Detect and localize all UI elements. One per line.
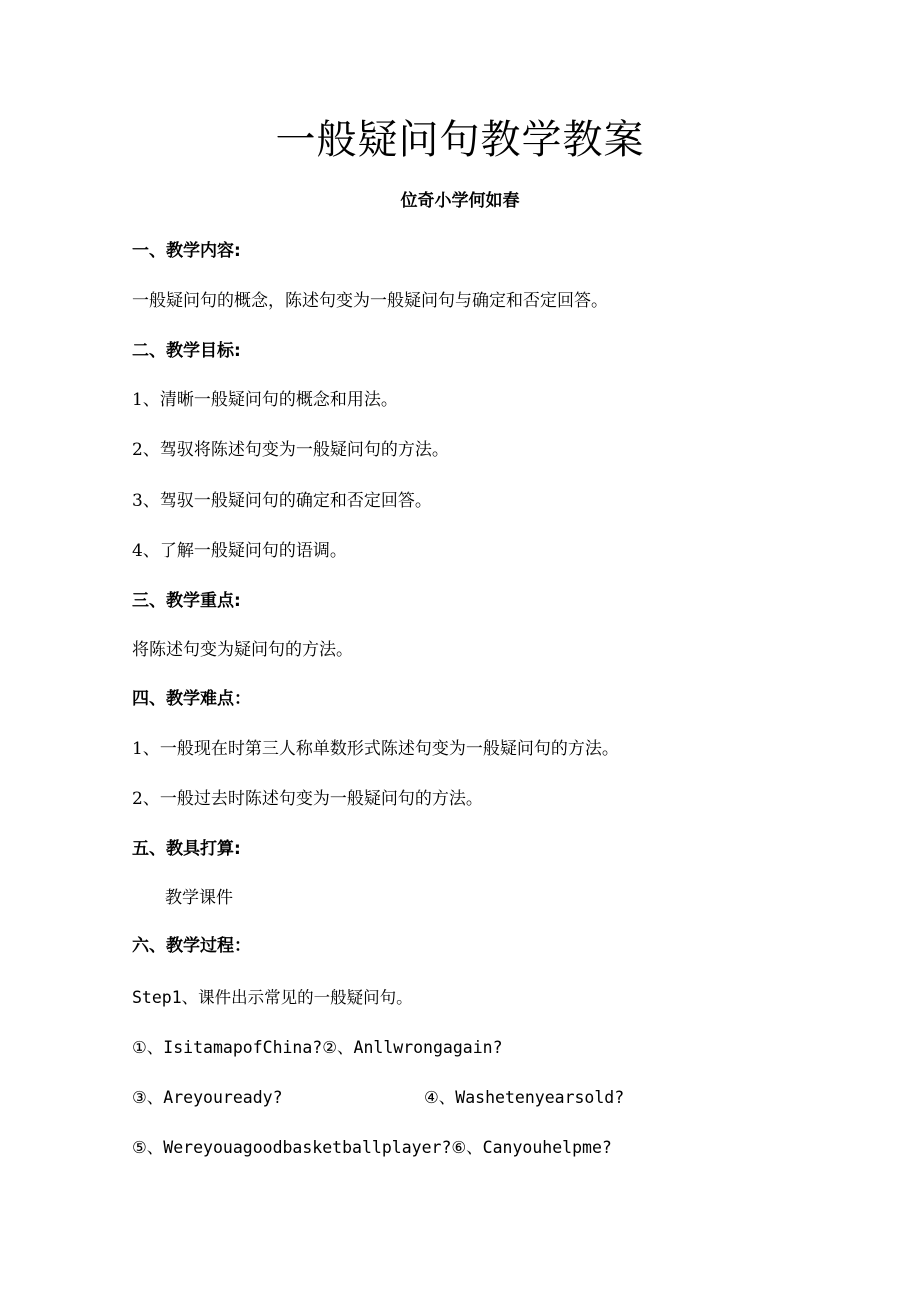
example-line: ①、IsitamapofChina?②、Anllwrongagain?: [132, 1038, 503, 1057]
section-heading: 四、教学难点：: [132, 689, 251, 709]
section-heading: 六、教学过程：: [132, 936, 251, 956]
section-heading: 一、教学内容:: [132, 241, 241, 261]
paragraph: 教学课件: [165, 888, 233, 908]
document-title: 一般疑问句教学教案: [275, 117, 645, 163]
example-line: ④、Washetenyearsold?: [424, 1088, 625, 1107]
paragraph: 1、一般现在时第三人称单数形式陈述句变为一般疑问句的方法。: [132, 739, 619, 759]
paragraph: 1、清晰一般疑问句的概念和用法。: [132, 390, 398, 410]
paragraph: 3、驾驭一般疑问句的确定和否定回答。: [132, 491, 432, 511]
paragraph: 将陈述句变为疑问句的方法。: [132, 640, 353, 660]
paragraph: Step1、课件出示常见的一般疑问句。: [132, 988, 413, 1007]
example-line: ⑤、Wereyouagoodbasketballplayer?⑥、Canyouhelpme?: [132, 1138, 612, 1157]
paragraph: 2、一般过去时陈述句变为一般疑问句的方法。: [132, 789, 483, 809]
paragraph: 2、驾驭将陈述句变为一般疑问句的方法。: [132, 440, 449, 460]
document-author: 位奇小学何如春: [400, 191, 520, 211]
paragraph: 4、了解一般疑问句的语调。: [132, 541, 347, 561]
section-heading: 五、教具打算:: [132, 839, 241, 859]
paragraph: 一般疑问句的概念，陈述句变为一般疑问句与确定和否定回答。: [132, 291, 608, 311]
section-heading: 三、教学重点:: [132, 591, 241, 611]
example-line: ③、Areyouready?: [132, 1088, 283, 1107]
section-heading: 二、教学目标:: [132, 341, 241, 361]
